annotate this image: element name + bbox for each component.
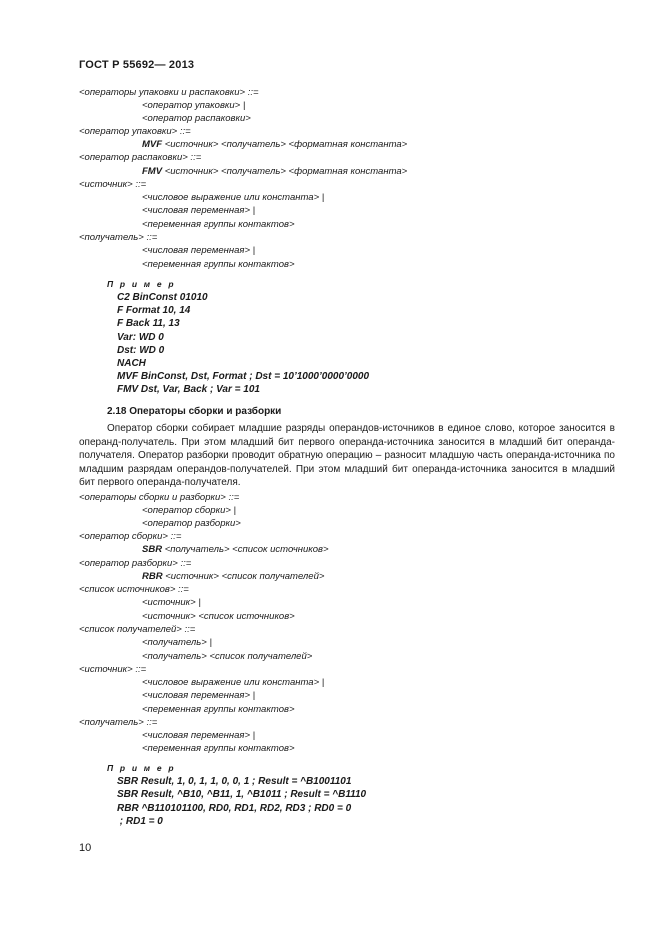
grammar-line: <оператор распаковки> — [142, 113, 251, 124]
grammar-line: <числовое выражение или константа> | — [142, 192, 325, 203]
page-number: 10 — [79, 842, 92, 854]
example-code-line: NACH — [117, 358, 146, 369]
example-code-line: MVF BinConst, Dst, Format ; Dst = 10’1000’0000’0000 — [117, 371, 370, 382]
grammar-line: SBR <получатель> <список источников> — [142, 544, 329, 555]
grammar-line: <оператор сборки> | — [142, 505, 237, 516]
grammar-line: <числовая переменная> | — [142, 245, 256, 256]
grammar-line: <оператор распаковки> ::= — [79, 152, 202, 163]
grammar-line: <оператор упаковки> | — [142, 100, 246, 111]
example-title: П р и м е р — [107, 763, 176, 773]
example-code-line: SBR Result, 1, 0, 1, 1, 0, 0, 1 ; Result = ^B1001101 — [117, 776, 352, 787]
grammar-line: <источник> ::= — [79, 179, 147, 190]
grammar-line: FMV <источник> <получатель> <форматная константа> — [142, 166, 408, 177]
example-code-line: C2 BinConst 01010 — [117, 292, 208, 303]
grammar-line: <операторы упаковки и распаковки> ::= — [79, 87, 259, 98]
grammar-line: <получатель> <список получателей> — [142, 651, 313, 662]
grammar-line: <список источников> ::= — [79, 584, 189, 595]
example-code-line: FMV Dst, Var, Back ; Var = 101 — [117, 384, 260, 395]
grammar-line: <получатель> ::= — [79, 717, 158, 728]
example-code-line: Dst: WD 0 — [117, 345, 165, 356]
grammar-line: MVF <источник> <получатель> <форматная константа> — [142, 139, 408, 150]
grammar-line: <переменная группы контактов> — [142, 259, 295, 270]
example-code-line: F Format 10, 14 — [117, 305, 191, 316]
grammar-line: <числовая переменная> | — [142, 205, 256, 216]
example-title: П р и м е р — [107, 279, 176, 289]
example-code-line: F Back 11, 13 — [117, 318, 180, 329]
grammar-line: <переменная группы контактов> — [142, 743, 295, 754]
example-code-line: RBR ^B110101100, RD0, RD1, RD2, RD3 ; RD0 = 0 — [117, 803, 352, 814]
grammar-line: <оператор разборки> — [142, 518, 241, 529]
grammar-line: <оператор упаковки> ::= — [79, 126, 191, 137]
grammar-line: <оператор сборки> ::= — [79, 531, 182, 542]
grammar-line: <переменная группы контактов> — [142, 219, 295, 230]
example-code-line: SBR Result, ^B10, ^B11, 1, ^B1011 ; Result = ^B1110 — [117, 789, 367, 800]
grammar-line: <источник> <список источников> — [142, 611, 295, 622]
body-paragraph: Оператор сборки собирает младшие разряды операндов-источников в единое слово, которое заносится в операнд-получатель. При этом младший бит первого операнда-источника заносится в младший бит операнда-получателя. Оператор разборки проводит обратную операцию – разносит младшую часть операнда-источника по младшим разрядам операндов-получателей. При этом младший бит операнда-источника заносится в младший бит первого операнда-получателя. — [79, 423, 615, 489]
document-header: ГОСТ Р 55692— 2013 — [79, 59, 195, 71]
grammar-line: <список получателей> ::= — [79, 624, 196, 635]
grammar-line: <источник> | — [142, 597, 201, 608]
example-code-line: Var: WD 0 — [117, 332, 164, 343]
grammar-line: <получатель> | — [142, 637, 212, 648]
grammar-line: <получатель> ::= — [79, 232, 158, 243]
section-heading: 2.18 Операторы сборки и разборки — [107, 406, 282, 417]
grammar-line: RBR <источник> <список получателей> — [142, 571, 325, 582]
grammar-line: <операторы сборки и разборки> ::= — [79, 492, 240, 503]
example-code-line: ; RD1 = 0 — [117, 816, 163, 827]
grammar-line: <переменная группы контактов> — [142, 704, 295, 715]
grammar-line: <числовая переменная> | — [142, 730, 256, 741]
grammar-line: <числовая переменная> | — [142, 690, 256, 701]
grammar-line: <источник> ::= — [79, 664, 147, 675]
grammar-line: <оператор разборки> ::= — [79, 558, 192, 569]
grammar-line: <числовое выражение или константа> | — [142, 677, 325, 688]
